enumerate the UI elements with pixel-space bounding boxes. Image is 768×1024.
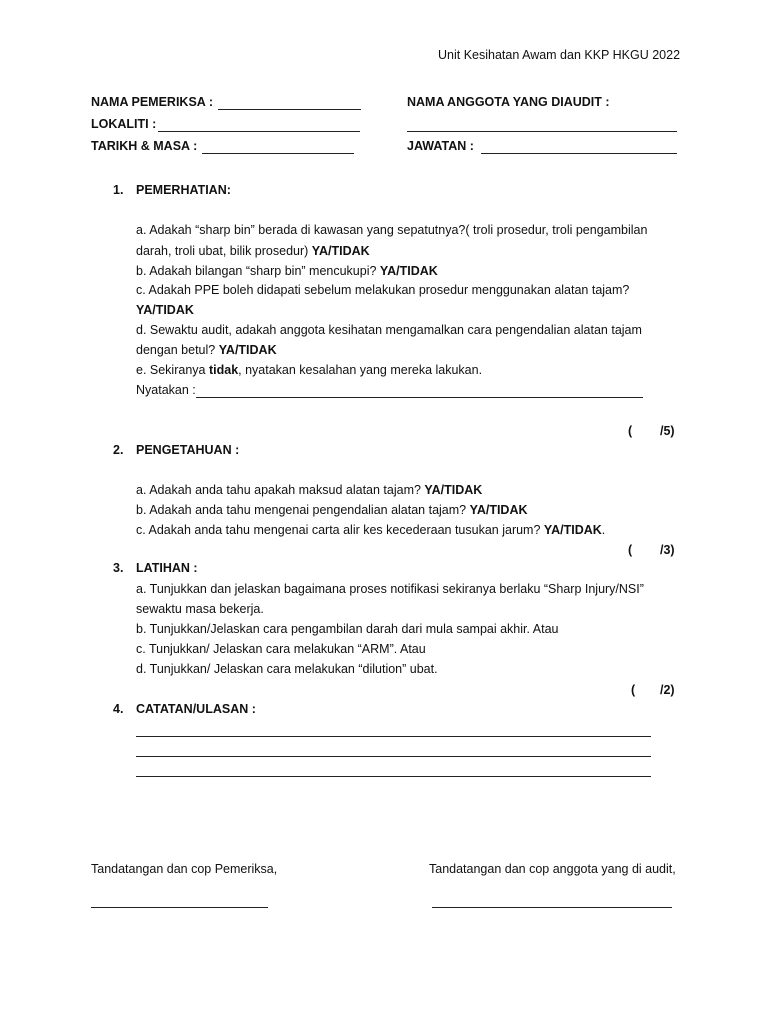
tarikh-label: TARIKH & MASA : <box>91 139 198 153</box>
s1-question-a-line1: a. Adakah “sharp bin” berada di kawasan yang sepatutnya?( troli prosedur, troli pengambilan <box>136 223 648 237</box>
section-4-title: CATATAN/ULASAN : <box>136 702 256 716</box>
lokaliti-label: LOKALITI : <box>91 117 157 131</box>
section-3-number: 3. <box>113 561 124 575</box>
s2-a-answer[interactable]: YA/TIDAK <box>424 483 483 497</box>
s3-task-d: d. Tunjukkan/ Jelaskan cara melakukan “dilution” ubat. <box>136 662 438 676</box>
signature-examiner-label: Tandatangan dan cop Pemeriksa, <box>91 862 278 876</box>
s1-score: /5) <box>660 424 675 438</box>
section-3-title: LATIHAN : <box>136 561 198 575</box>
s1-question-e: e. Sekiranya tidak, nyatakan kesalahan yang mereka lakukan. <box>136 363 483 377</box>
section-2-number: 2. <box>113 443 124 457</box>
s2-question-a: a. Adakah anda tahu apakah maksud alatan tajam? YA/TIDAK <box>136 483 483 497</box>
pemeriksa-label: NAMA PEMERIKSA : <box>91 95 213 109</box>
s3-task-b: b. Tunjukkan/Jelaskan cara pengambilan darah dari mula sampai akhir. Atau <box>136 622 559 636</box>
s2-question-b: b. Adakah anda tahu mengenai pengendalian alatan tajam? YA/TIDAK <box>136 503 528 517</box>
nyatakan-field[interactable] <box>196 397 643 398</box>
section-1-title: PEMERHATIAN: <box>136 183 231 197</box>
anggota-label: NAMA ANGGOTA YANG DIAUDIT : <box>407 95 610 109</box>
s3-task-c: c. Tunjukkan/ Jelaskan cara melakukan “ARM”. Atau <box>136 642 426 656</box>
s1-d-answer[interactable]: YA/TIDAK <box>218 343 277 357</box>
section-4-number: 4. <box>113 702 124 716</box>
s1-question-d-line2: dengan betul? YA/TIDAK <box>136 343 277 357</box>
s3-task-a-line1: a. Tunjukkan dan jelaskan bagaimana proses notifikasi sekiranya berlaku “Sharp Injury/NSI” <box>136 582 644 596</box>
s1-question-d-line1: d. Sewaktu audit, adakah anggota kesihatan mengamalkan cara pengendalian alatan tajam <box>136 323 642 337</box>
s1-question-b: b. Adakah bilangan “sharp bin” mencukupi? YA/TIDAK <box>136 264 438 278</box>
anggota-field[interactable] <box>407 131 677 132</box>
section-1-number: 1. <box>113 183 124 197</box>
s3-task-a-line2: sewaktu masa bekerja. <box>136 602 264 616</box>
tarikh-field[interactable] <box>202 153 354 154</box>
s2-score: /3) <box>660 543 675 557</box>
s2-question-c: c. Adakah anda tahu mengenai carta alir kes kecederaan tusukan jarum? YA/TIDAK. <box>136 523 606 537</box>
s1-question-a-line2: darah, troli ubat, bilik prosedur) YA/TIDAK <box>136 244 370 258</box>
nyatakan-label: Nyatakan : <box>136 383 196 397</box>
pemeriksa-field[interactable] <box>218 109 361 110</box>
s2-score-open: ( <box>628 543 633 557</box>
catatan-line-2[interactable] <box>136 756 651 757</box>
s3-score: /2) <box>660 683 675 697</box>
s2-c-answer[interactable]: YA/TIDAK <box>543 523 602 537</box>
s1-a-answer[interactable]: YA/TIDAK <box>311 244 370 258</box>
jawatan-field[interactable] <box>481 153 677 154</box>
s1-score-open: ( <box>628 424 633 438</box>
section-2-title: PENGETAHUAN : <box>136 443 240 457</box>
s1-b-answer[interactable]: YA/TIDAK <box>379 264 438 278</box>
catatan-line-3[interactable] <box>136 776 651 777</box>
signature-auditee-label: Tandatangan dan cop anggota yang di audit, <box>429 862 676 876</box>
signature-examiner-line[interactable] <box>91 907 268 908</box>
s3-score-open: ( <box>631 683 636 697</box>
lokaliti-field[interactable] <box>158 131 360 132</box>
jawatan-label: JAWATAN : <box>407 139 474 153</box>
org-header: Unit Kesihatan Awam dan KKP HKGU 2022 <box>438 48 681 62</box>
catatan-line-1[interactable] <box>136 736 651 737</box>
s1-question-c: c. Adakah PPE boleh didapati sebelum melakukan prosedur menggunakan alatan tajam? <box>136 283 630 297</box>
s1-c-answer[interactable]: YA/TIDAK <box>136 303 194 317</box>
s2-b-answer[interactable]: YA/TIDAK <box>469 503 528 517</box>
signature-auditee-line[interactable] <box>432 907 672 908</box>
